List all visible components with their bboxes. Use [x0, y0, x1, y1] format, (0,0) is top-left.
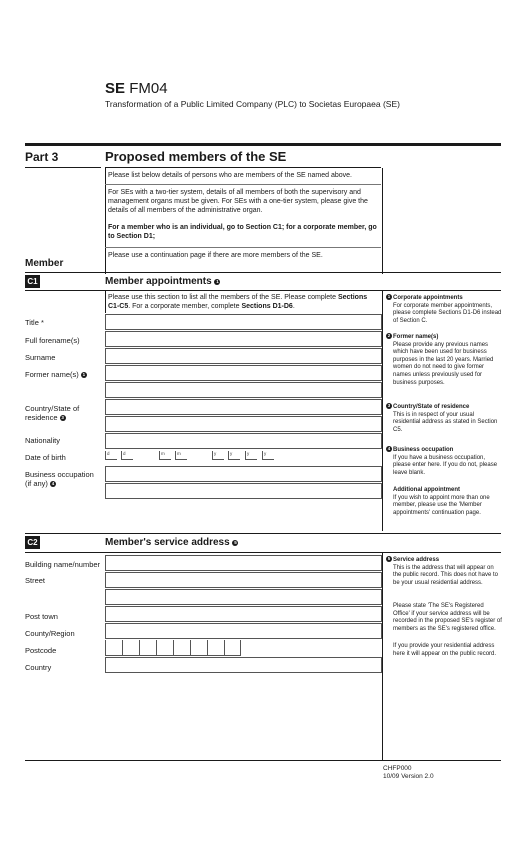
c2-title-note-icon: 5	[234, 540, 237, 545]
note-service-address	[386, 556, 502, 587]
occupation-field-1[interactable]	[105, 466, 382, 482]
postcode-box-4[interactable]	[156, 640, 173, 656]
nationality-field[interactable]	[105, 433, 382, 449]
note2-icon: 2	[387, 333, 391, 338]
c1-title	[105, 276, 221, 287]
c1-instruction-b: Sections C1-C5	[108, 294, 368, 310]
surname-field[interactable]	[105, 348, 382, 364]
dob-box-d2[interactable]: d	[121, 451, 133, 460]
label-postcode: Postcode	[25, 646, 57, 655]
dob-box-y3[interactable]: y	[245, 451, 257, 460]
note4-icon: 4	[387, 446, 391, 451]
postcode-box-6[interactable]	[190, 640, 207, 656]
note-corporate-body: For corporate member appointments, please complete Sections D1-D6 instead of Section C.	[393, 302, 502, 324]
dob-box-y1[interactable]: y	[212, 451, 224, 460]
intro-p1: Please list below details of persons who are members of the SE named above.	[108, 172, 352, 179]
footer-version: 10/09 Version 2.0	[383, 773, 434, 780]
note-corporate	[386, 294, 502, 325]
dob-box-d1[interactable]: d	[105, 451, 117, 460]
title-field[interactable]	[105, 314, 382, 330]
form-code	[105, 80, 168, 98]
note-former-body: Please provide any previous names which have been used for business purposes in the last 20 years. Married women do not need to give former names unless previously used for business purposes.	[393, 341, 494, 386]
note-occupation-title	[386, 446, 502, 455]
intro-p3: For a member who is an individual, go to Section C1; for a corporate member, go to Section D1;	[108, 224, 377, 240]
note-service-body: This is the address that will appear on the public record. This does not have to be your usual residential address.	[393, 564, 498, 586]
label-occupation	[25, 470, 94, 488]
country-field-1[interactable]	[105, 399, 382, 415]
c1-instruction	[108, 293, 378, 311]
c1-title-note-icon: 1	[216, 279, 219, 284]
label-country-c2: Country	[25, 663, 52, 672]
intro-right-divider	[382, 168, 383, 274]
member-label: Member	[25, 258, 64, 269]
label-country	[25, 404, 79, 422]
county-field[interactable]	[105, 623, 382, 639]
label-country-line1: Country/State of	[25, 404, 80, 413]
part-rule-left	[25, 167, 101, 168]
label-county: County/Region	[25, 629, 75, 638]
note-additional-body: If you wish to appoint more than one member, please use the 'Member appointments' continuation page.	[393, 494, 490, 516]
note-additional	[393, 487, 502, 517]
c1-instruction-a: Please use this section to list all the members of the SE. Please complete	[108, 294, 338, 301]
former-names-field-2[interactable]	[105, 382, 382, 398]
dob-box-m1[interactable]: m	[159, 451, 171, 460]
occupation-field-2[interactable]	[105, 483, 382, 499]
form-code-light: FM04	[129, 80, 168, 97]
note-occupation-title-text: Business occupation	[393, 447, 454, 453]
c1-rule-under-title	[25, 290, 501, 291]
intro-p2: For SEs with a two-tier system, details of all members of both the supervisory and management organs must be given. For SEs with a one-tier system, please give the details of all members of the administrative organ.	[108, 189, 368, 214]
form-code-bold: SE	[105, 80, 126, 97]
label-former	[25, 370, 88, 379]
c2-section-badge: C2	[25, 536, 40, 549]
label-country-line2: residence	[25, 413, 58, 422]
dob-box-m2[interactable]: m	[175, 451, 187, 460]
header-rule	[25, 143, 501, 146]
former-note-icon: 1	[82, 372, 86, 377]
note-country-title-text: Country/State of residence	[393, 404, 470, 410]
note5-icon: 5	[387, 556, 391, 561]
label-post-town: Post town	[25, 612, 58, 621]
form-subtitle: Transformation of a Public Limited Company (PLC) to Societas Europaea (SE)	[105, 99, 400, 109]
country-field-c2[interactable]	[105, 657, 382, 673]
c1-right-divider	[382, 291, 383, 531]
note-occupation-body: If you have a business occupation, please enter here. If you do not, please leave blank.	[393, 454, 498, 476]
label-occupation-line2: (if any)	[25, 479, 48, 488]
c2-rule-top	[25, 533, 501, 534]
country-note-icon: 3	[61, 415, 64, 420]
label-street: Street	[25, 576, 46, 585]
note-former	[386, 333, 502, 387]
building-field[interactable]	[105, 555, 382, 571]
intro-rule-b	[105, 247, 381, 248]
country-field-2[interactable]	[105, 416, 382, 432]
label-building: Building name/number	[25, 560, 101, 569]
street-field-1[interactable]	[105, 572, 382, 588]
note-occupation	[386, 446, 502, 477]
note-additional-title: Additional appointment	[393, 487, 460, 493]
c2-right-divider	[382, 553, 383, 760]
forenames-field[interactable]	[105, 331, 382, 347]
footer-rule	[25, 760, 501, 761]
c1-title-text: Member appointments	[105, 276, 212, 287]
dob-box-y4[interactable]: y	[262, 451, 274, 460]
note-former-title-text: Former name(s)	[393, 334, 439, 340]
c2-rule-under-title	[25, 552, 501, 553]
part-label: Part 3	[25, 150, 59, 164]
dob-box-y2[interactable]: y	[228, 451, 240, 460]
street-field-2[interactable]	[105, 589, 382, 605]
postcode-box-1[interactable]	[105, 640, 122, 656]
label-occupation-line1: Business occupation	[25, 470, 94, 479]
note-corporate-title-text: Corporate appointments	[393, 295, 463, 301]
postcode-box-8[interactable]	[224, 640, 241, 656]
note-service-title-text: Service address	[393, 557, 440, 563]
postcode-box-7[interactable]	[207, 640, 224, 656]
occupation-note-icon: 4	[51, 481, 55, 486]
label-former-text: Former name(s)	[25, 370, 79, 379]
note-residential: If you provide your residential address here it will appear on the public record.	[393, 643, 497, 657]
c1-left-divider	[105, 291, 106, 313]
part-title: Proposed members of the SE	[105, 149, 287, 164]
note-service-title	[386, 556, 502, 565]
postcode-box-2[interactable]	[122, 640, 139, 656]
c1-section-badge: C1	[25, 275, 40, 288]
intro-p4: Please use a continuation page if there are more members of the SE.	[108, 252, 323, 259]
label-dob: Date of birth	[25, 453, 66, 462]
note-registered-office: Please state 'The SE's Registered Office' if your service address will be recorded in the proposed SE's register of members as the SE's registered office.	[393, 603, 502, 632]
c1-rule-top	[25, 272, 501, 273]
note-country	[386, 403, 502, 434]
note-country-title	[386, 403, 502, 412]
label-nationality: Nationality	[25, 436, 61, 445]
postcode-box-3[interactable]	[139, 640, 156, 656]
intro-rule-a	[105, 184, 381, 185]
former-names-field-1[interactable]	[105, 365, 382, 381]
c2-title	[105, 537, 239, 548]
postcode-box-5[interactable]	[173, 640, 190, 656]
post-town-field[interactable]	[105, 606, 382, 622]
c2-title-text: Member's service address	[105, 537, 230, 548]
footer-code: CHFP000	[383, 765, 412, 772]
note-corporate-title	[386, 294, 502, 303]
label-forenames: Full forename(s)	[25, 336, 80, 345]
c1-instruction-e: .	[292, 303, 295, 310]
note3-icon: 3	[387, 403, 391, 408]
note1-icon: 1	[387, 294, 391, 299]
c1-instruction-d: Sections D1-D6	[241, 303, 293, 310]
note-former-title	[386, 333, 502, 342]
c1-instruction-c: . For a corporate member, complete	[128, 303, 242, 310]
note-country-body: This is in respect of your usual residential address as stated in Section C5.	[393, 411, 498, 433]
label-surname: Surname	[25, 353, 56, 362]
label-title: Title *	[25, 318, 44, 327]
part-rule-mid	[105, 167, 381, 168]
